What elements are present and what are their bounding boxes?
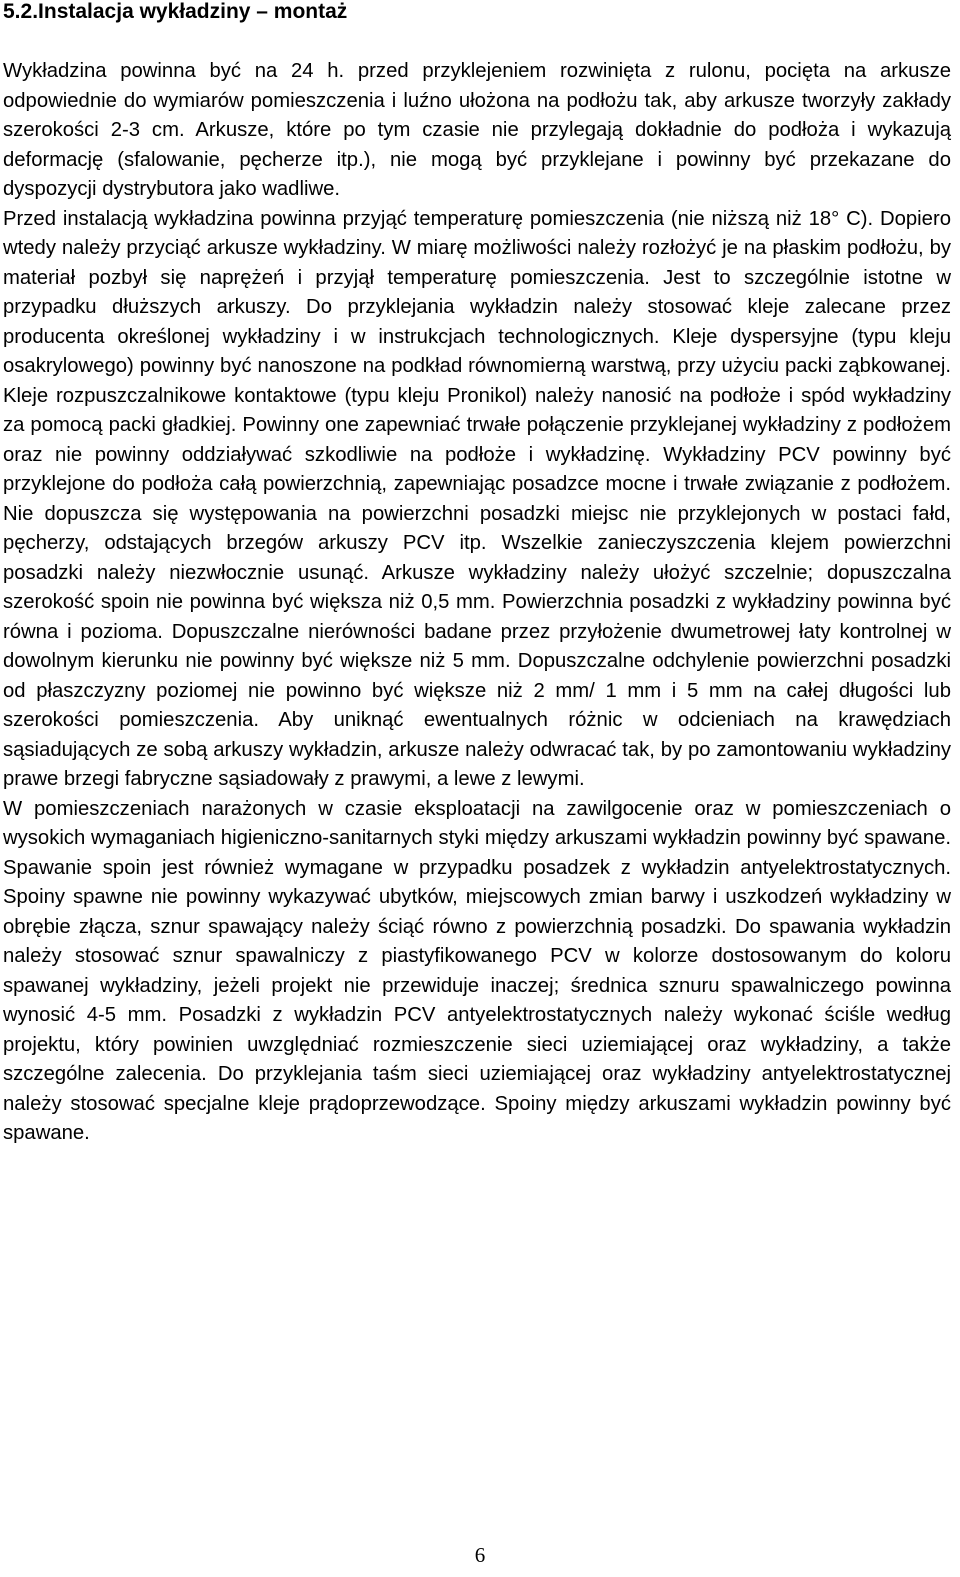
paragraph-unrolling: Wykładzina powinna być na 24 h. przed przyklejeniem rozwinięta z rulonu, pocięta na arkusze odpowiednie do wymiarów pomieszczenia i luźno ułożona na podłożu tak, aby arkusze tworzyły zakłady szerokości 2-3 cm. Arkusze, które po tym czasie nie przylegają dokładnie do podłoża i wykazują deformację (sfalowanie, pęcherze itp.), nie mogą być przyklejane i powinny być przekazane do dyspozycji dystrybutora jako wadliwe.	[3, 60, 951, 200]
body-text	[3, 57, 951, 1149]
paragraph-welding: W pomieszczeniach narażonych w czasie eksploatacji na zawilgocenie oraz w pomieszczeniach o wysokich wymaganiach higieniczno-sanitarnych styki między arkuszami wykładzin powinny być spawane. Spawanie spoin jest również wymagane w przypadku posadzek z wykładzin antyelektrostatycznych. Spoiny spawne nie powinny wykazywać ubytków, miejscowych zmian barwy i uszkodzeń wykładziny w obrębie złącza, sznur spawający należy ściąć równo z powierzchnią posadzki. Do spawania wykładzin należy stosować sznur spawalniczy z piastyfikowanego PCV w kolorze dostosowanym do koloru spawanej wykładziny, jeżeli projekt nie przewiduje inaczej; średnica sznuru spawalniczego powinna wynosić 4-5 mm. Posadzki z wykładzin PCV antyelektrostatycznych należy wykonać ściśle według projektu, który powinien uwzględniać rozmieszczenie sieci uziemiającej oraz wykładziny, a także szczególne zalecenia. Do przyklejania taśm sieci uziemiającej oraz wykładziny antyelektrostatycznej należy stosować specjalne kleje prądoprzewodzące. Spoiny między arkuszami wykładzin powinny być spawane.	[3, 797, 951, 1144]
paragraph-installation: Przed instalacją wykładzina powinna przyjąć temperaturę pomieszczenia (nie niższą niż 18° C). Dopiero wtedy należy przyciąć arkusze wykładziny. W miarę możliwości należy rozłożyć je na płaskim podłożu, by materiał pozbył się naprężeń i przyjął temperaturę pomieszczenia. Jest to szczególnie istotne w przypadku dłuższych arkuszy. Do przyklejania wykładzin należy stosować kleje zalecane przez producenta określonej wykładziny i w instrukcjach technologicznych. Kleje dyspersyjne (typu kleju osakrylowego) powinny być nanoszone na podkład równomierną warstwą, przy użyciu packi ząbkowanej. Kleje rozpuszczalnikowe kontaktowe (typu kleju Pronikol) należy nanosić na podłoże i spód wykładziny za pomocą packi gładkiej. Powinny one zapewniać trwałe połączenie przyklejanej wykładziny z podłożem oraz nie powinny oddziaływać szkodliwie na podłoże i wykładzinę. Wykładziny PCV powinny być przyklejone do podłoża całą powierzchnią, zapewniając posadzce mocne i trwałe związanie z podłożem. Nie dopuszcza się występowania na powierzchni posadzki miejsc nie przyklejonych w postaci fałd, pęcherzy, odstających brzegów arkuszy PCV itp. Wszelkie zanieczyszczenia klejem powierzchni posadzki należy niezwłocznie usunąć. Arkusze wykładziny należy ułożyć szczelnie; dopuszczalna szerokość spoin nie powinna być większa niż 0,5 mm. Powierzchnia posadzki z wykładziny powinna być równa i pozioma. Dopuszczalne nierówności badane przez przyłożenie dwumetrowej łaty kontrolnej w dowolnym kierunku nie powinny być większe niż 5 mm. Dopuszczalne odchylenie powierzchni posadzki od płaszczyzny poziomej nie powinno być większe niż 2 mm/ 1 mm i 5 mm na całej długości lub szerokości pomieszczenia. Aby uniknąć ewentualnych różnic w odcieniach na krawędziach sąsiadujących ze sobą arkuszy wykładzin, arkusze należy odwracać tak, by po zamontowaniu wykładziny prawe brzegi fabryczne sąsiadowały z prawymi, a lewe z lewymi.	[3, 207, 951, 790]
page-number: 6	[474, 1543, 486, 1567]
section-heading: 5.2.Instalacja wykładziny – montaż	[3, 0, 348, 23]
